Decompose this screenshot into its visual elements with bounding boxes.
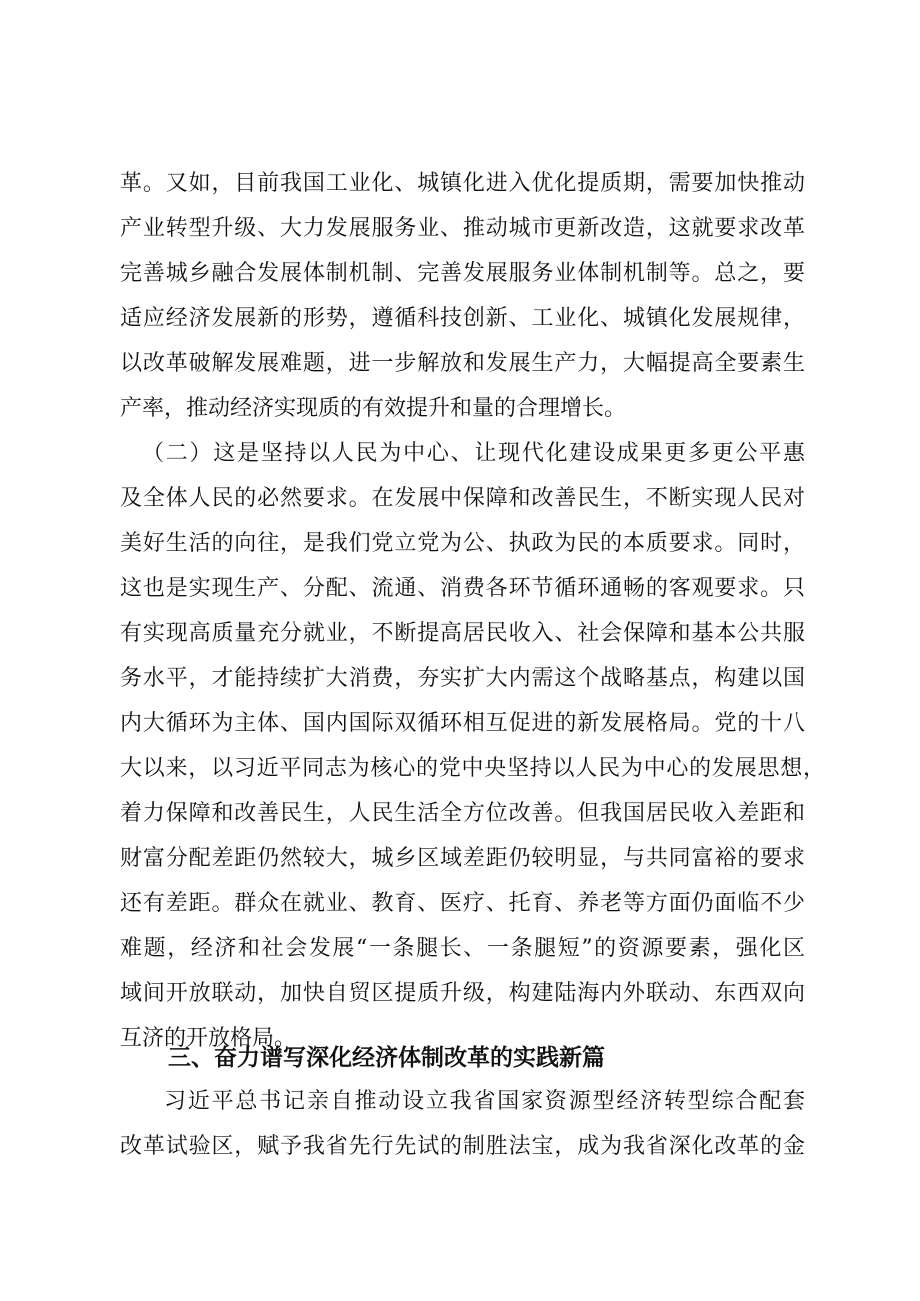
paragraph-1-line-3: 完善城乡融合发展体制机制、完善发展服务业体制机制等。总之，要 <box>120 261 805 286</box>
paragraph-2-line-8: 大以来，以习近平同志为核心的党中央坚持以人民为中心的发展思想， <box>120 756 825 781</box>
paragraph-2-line-1: （二）这是坚持以人民为中心、让现代化建设成果更多更公平惠 <box>142 441 805 466</box>
paragraph-2-line-3: 美好生活的向往，是我们党立党为公、执政为民的本质要求。同时， <box>120 531 805 556</box>
paragraph-3-line-2: 改革试验区，赋予我省先行先试的制胜法宝，成为我省深化改革的金 <box>120 1134 805 1159</box>
paragraph-3-line-1: 习近平总书记亲自推动设立我省国家资源型经济转型综合配套 <box>164 1089 805 1114</box>
paragraph-2-line-13: 域间开放联动，加快自贸区提质升级，构建陆海内外联动、东西双向 <box>120 981 805 1006</box>
paragraph-2-line-2: 及全体人民的必然要求。在发展中保障和改善民生，不断实现人民对 <box>120 486 805 511</box>
paragraph-2-line-10: 财富分配差距仍然较大，城乡区域差距仍较明显，与共同富裕的要求 <box>120 846 805 871</box>
paragraph-1-line-5: 以改革破解发展难题，进一步解放和发展生产力，大幅提高全要素生 <box>120 351 805 376</box>
paragraph-1-line-6: 产率，推动经济实现质的有效提升和量的合理增长。 <box>120 396 627 421</box>
paragraph-2-line-9: 着力保障和改善民生，人民生活全方位改善。但我国居民收入差距和 <box>120 801 805 826</box>
paragraph-1-line-4: 适应经济发展新的形势，遵循科技创新、工业化、城镇化发展规律， <box>120 306 805 331</box>
paragraph-1-line-2: 产业转型升级、大力发展服务业、推动城市更新改造，这就要求改革 <box>120 216 805 241</box>
paragraph-2-line-6: 务水平，才能持续扩大消费，夯实扩大内需这个战略基点，构建以国 <box>120 666 805 691</box>
paragraph-2-line-5: 有实现高质量充分就业，不断提高居民收入、社会保障和基本公共服 <box>120 621 805 646</box>
paragraph-2-line-14: 互济的开放格局。 <box>120 1026 297 1051</box>
paragraph-2-line-7: 内大循环为主体、国内国际双循环相互促进的新发展格局。党的十八 <box>120 711 805 736</box>
section-heading: 三、奋力谱写深化经济体制改革的实践新篇 <box>168 1045 605 1071</box>
paragraph-2-line-4: 这也是实现生产、分配、流通、消费各环节循环通畅的客观要求。只 <box>120 576 805 601</box>
paragraph-1-line-1: 革。又如，目前我国工业化、城镇化进入优化提质期，需要加快推动 <box>120 171 805 196</box>
paragraph-2-line-12: 难题，经济和社会发展“一条腿长、一条腿短”的资源要素，强化区 <box>120 936 805 961</box>
paragraph-2-line-11: 还有差距。群众在就业、教育、医疗、托育、养老等方面仍面临不少 <box>120 891 805 916</box>
